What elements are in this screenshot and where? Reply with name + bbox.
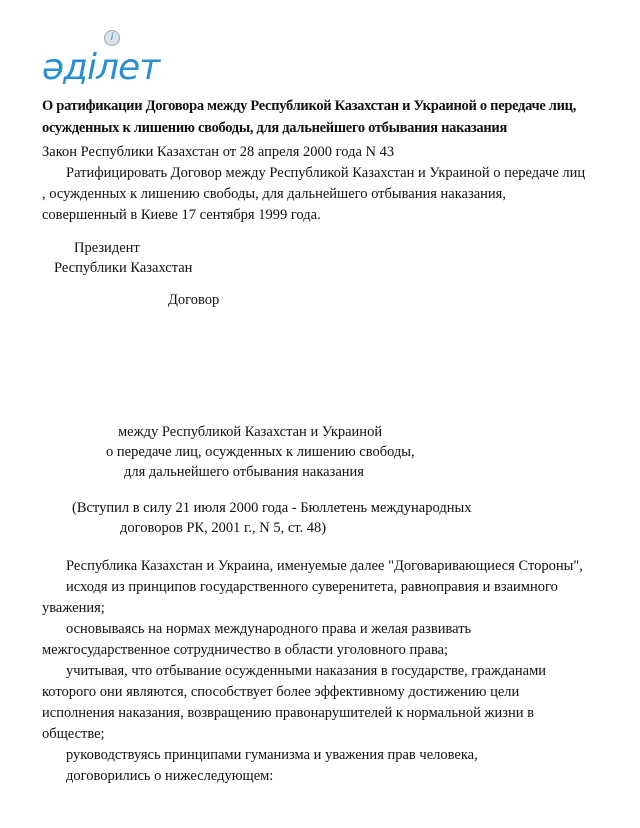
treaty-heading: Договор	[168, 292, 220, 308]
preamble-line: обществе;	[42, 726, 105, 742]
law-text-line: Ратифицировать Договор между Республикой Казахстан и Украиной о передаче лиц	[66, 165, 586, 181]
preamble-line: руководствуясь принципами гуманизма и уважения прав человека,	[66, 747, 478, 763]
preamble-line: уважения;	[42, 600, 105, 616]
preamble-line: которого они являются, способствует более эффективному достижению цели	[42, 684, 520, 700]
signature-line: Республики Казахстан	[54, 260, 193, 276]
document-title-line: осужденных к лишению свободы, для дальнейшего отбывания наказания	[42, 120, 508, 136]
law-reference: Закон Республики Казахстан от 28 апреля 2000 года N 43	[42, 144, 395, 160]
law-text-line: , осужденных к лишению свободы, для дальнейшего отбывания наказания,	[42, 186, 506, 202]
treaty-title-line: о передаче лиц, осужденных к лишению свободы,	[106, 444, 415, 460]
document-title-line: О ратификации Договора между Республикой Казахстан и Украиной о передаче лиц,	[42, 98, 577, 114]
preamble-line: учитывая, что отбывание осужденными наказания в государстве, гражданами	[66, 663, 547, 679]
effective-note: договоров РК, 2001 г., N 5, ст. 48)	[120, 520, 327, 536]
logo-text: әділет	[42, 47, 160, 88]
signature-line: Президент	[74, 240, 140, 256]
preamble-line: межгосударственное сотрудничество в области уголовного права;	[42, 642, 449, 658]
effective-note: (Вступил в силу 21 июля 2000 года - Бюллетень международных	[72, 500, 472, 516]
preamble-line: Республика Казахстан и Украина, именуемые далее "Договаривающиеся Стороны",	[66, 558, 583, 574]
law-text-line: совершенный в Киеве 17 сентября 1999 года.	[42, 207, 321, 223]
preamble-line: исходя из принципов государственного суверенитета, равноправия и взаимного	[66, 579, 558, 595]
adilet-logo[interactable]	[42, 28, 182, 90]
preamble-line: исполнения наказания, возвращению правонарушителей к нормальной жизни в	[42, 705, 534, 721]
preamble-line: договорились о нижеследующем:	[66, 768, 274, 784]
treaty-title-line: для дальнейшего отбывания наказания	[124, 464, 364, 480]
info-badge-icon: i	[104, 30, 120, 46]
preamble-line: основываясь на нормах международного права и желая развивать	[66, 621, 472, 637]
treaty-title-line: между Республикой Казахстан и Украиной	[118, 424, 383, 440]
